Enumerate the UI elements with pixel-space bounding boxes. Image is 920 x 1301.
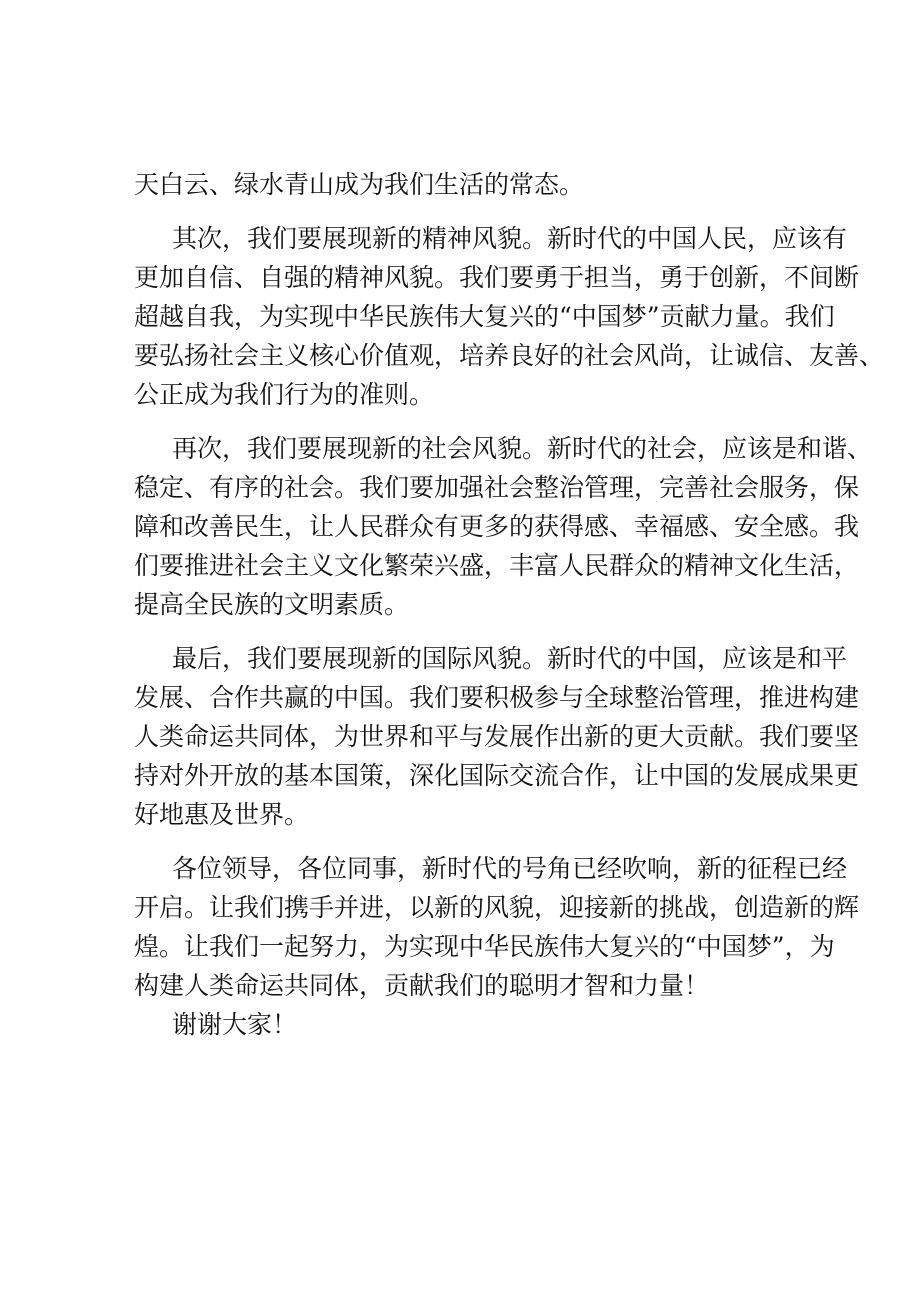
text-line: 稳定、有序的社会。我们要加强社会整治管理，完善社会服务，保 bbox=[134, 473, 860, 502]
text-line: 最后，我们要展现新的国际风貌。新时代的中国，应该是和平 bbox=[172, 644, 848, 673]
paragraph-spiritual-outlook bbox=[134, 219, 885, 414]
speech-body bbox=[134, 165, 885, 1044]
text-line: 再次，我们要展现新的社会风貌。新时代的社会，应该是和谐、 bbox=[172, 434, 873, 463]
text-line: 其次，我们要展现新的精神风貌。新时代的中国人民，应该有 bbox=[172, 224, 848, 253]
text-line: 提高全民族的文明素质。 bbox=[134, 590, 410, 619]
text-line: 人类命运共同体，为世界和平与发展作出新的更大贡献。我们要坚 bbox=[134, 722, 860, 751]
text-line: 发展、合作共赢的中国。我们要积极参与全球整治管理，推进构建 bbox=[134, 683, 860, 712]
text-line: 构建人类命运共同体，贡献我们的聪明才智和力量！ bbox=[134, 971, 710, 1000]
paragraph-continuation bbox=[134, 165, 810, 204]
text-line: 要弘扬社会主义核心价值观，培养良好的社会风尚，让诚信、友善、 bbox=[134, 341, 885, 370]
text-line: 们要推进社会主义文化繁荣兴盛，丰富人民群众的精神文化生活， bbox=[134, 551, 860, 580]
text-line: 煌。让我们一起努力，为实现中华民族伟大复兴的“中国梦”，为 bbox=[134, 932, 835, 961]
text-line: 持对外开放的基本国策，深化国际交流合作，让中国的发展成果更 bbox=[134, 761, 860, 790]
paragraph-closing bbox=[134, 849, 860, 1005]
text-line: 谢谢大家！ bbox=[172, 1010, 298, 1039]
text-line: 天白云、绿水青山成为我们生活的常态。 bbox=[134, 170, 585, 199]
text-line: 公正成为我们行为的准则。 bbox=[134, 380, 435, 409]
text-line: 各位领导，各位同事，新时代的号角已经吹响，新的征程已经 bbox=[172, 854, 848, 883]
text-line: 超越自我，为实现中华民族伟大复兴的“中国梦”贡献力量。我们 bbox=[134, 302, 835, 331]
paragraph-international-outlook bbox=[134, 639, 860, 834]
text-line: 好地惠及世界。 bbox=[134, 800, 310, 829]
text-line: 更加自信、自强的精神风貌。我们要勇于担当，勇于创新，不间断 bbox=[134, 263, 860, 292]
text-line: 开启。让我们携手并进，以新的风貌，迎接新的挑战，创造新的辉 bbox=[134, 893, 860, 922]
text-line: 障和改善民生，让人民群众有更多的获得感、幸福感、安全感。我 bbox=[134, 512, 860, 541]
paragraph-social-outlook bbox=[134, 429, 873, 624]
paragraph-thanks bbox=[134, 1005, 810, 1044]
